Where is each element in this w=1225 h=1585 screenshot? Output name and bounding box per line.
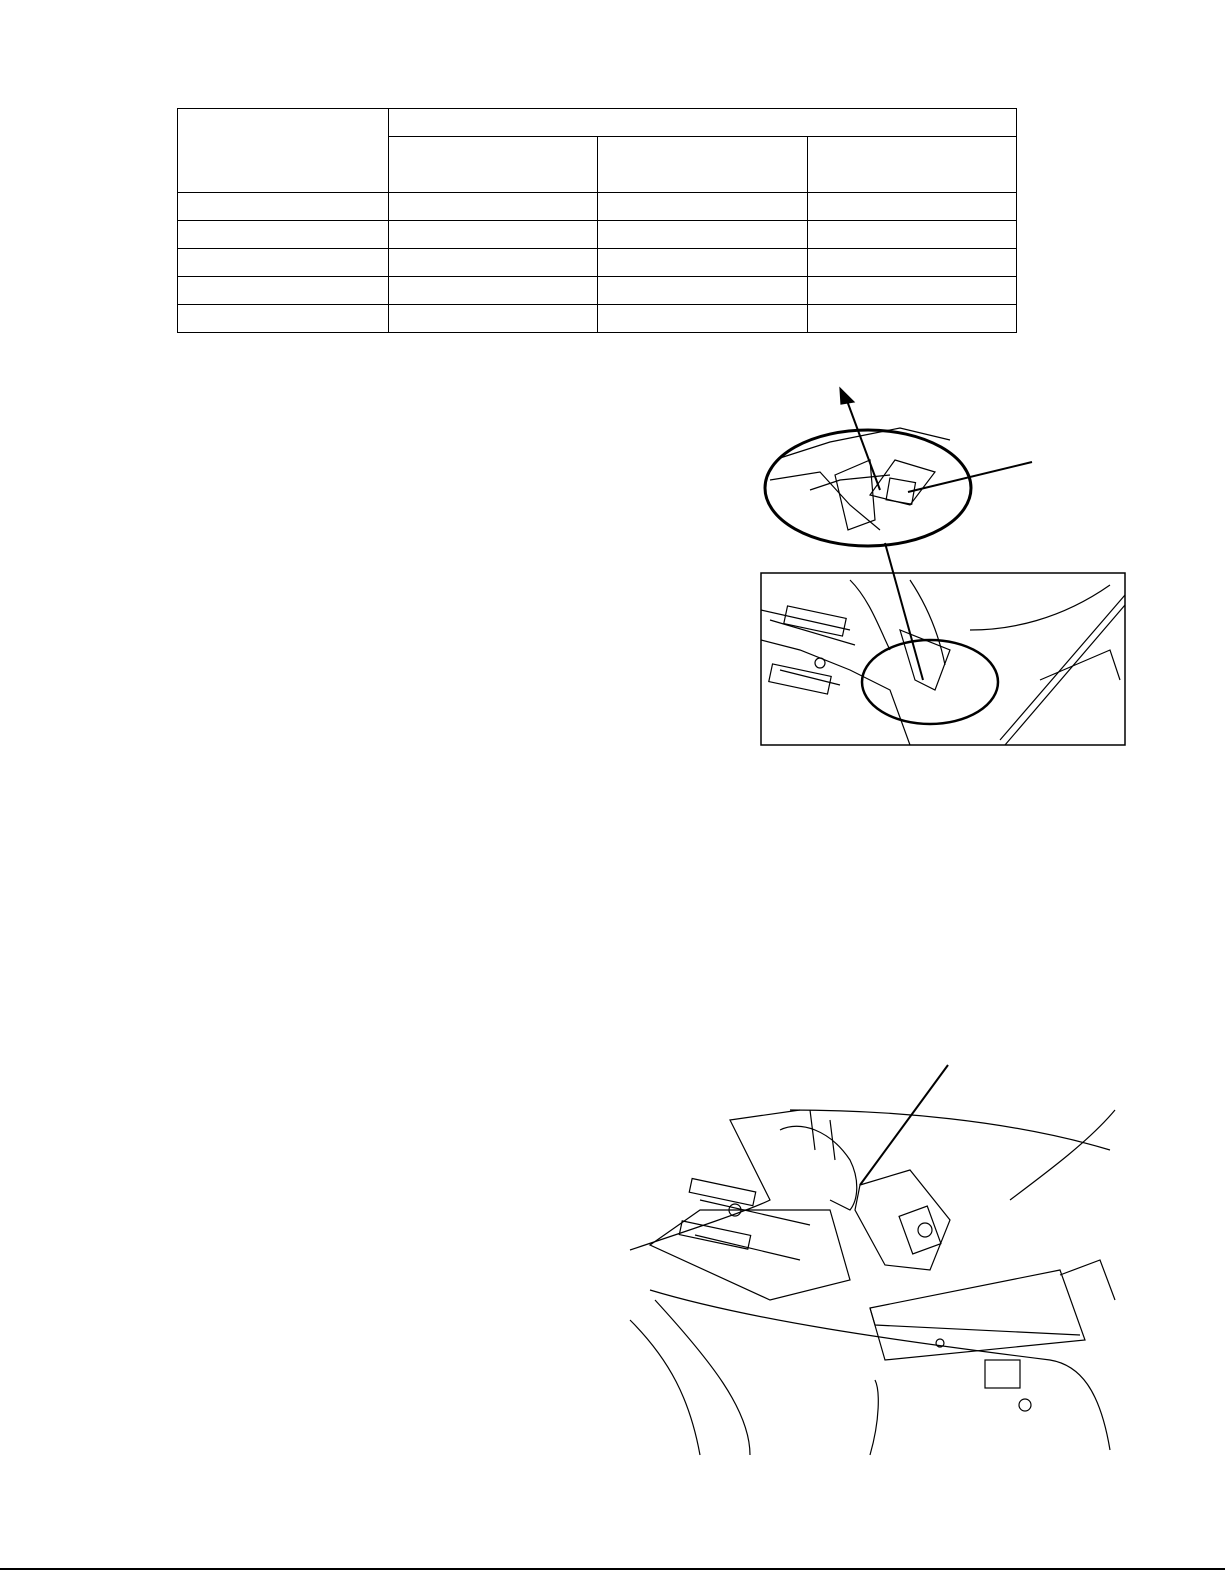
table-row xyxy=(178,249,1017,277)
table-cell xyxy=(389,193,598,221)
table-subheader-cell xyxy=(598,137,807,193)
table-cell xyxy=(598,221,807,249)
table-row xyxy=(178,221,1017,249)
table-cell xyxy=(807,249,1016,277)
table-cell xyxy=(807,277,1016,305)
table-cell xyxy=(598,249,807,277)
spec-table xyxy=(177,108,1017,333)
table-cell xyxy=(178,221,389,249)
detail-callout xyxy=(765,430,971,546)
table-cell xyxy=(178,277,389,305)
table-cell xyxy=(389,305,598,333)
table-subheader-cell xyxy=(807,137,1016,193)
figure-battery-removal xyxy=(740,380,1140,755)
table-cell xyxy=(598,277,807,305)
table-cell xyxy=(389,221,598,249)
table-subheader-cell xyxy=(389,137,598,193)
table-row xyxy=(178,277,1017,305)
table-cell xyxy=(807,221,1016,249)
table-row-header-cell xyxy=(178,109,389,193)
page-footer-rule xyxy=(0,1568,1225,1570)
table-group-header-cell xyxy=(389,109,1017,137)
table-cell xyxy=(178,249,389,277)
table-cell xyxy=(807,305,1016,333)
table-row xyxy=(178,305,1017,333)
table-cell xyxy=(389,249,598,277)
table-row xyxy=(178,193,1017,221)
table-cell xyxy=(598,305,807,333)
table-cell xyxy=(389,277,598,305)
table-cell xyxy=(807,193,1016,221)
table-cell xyxy=(178,193,389,221)
figure-battery-insertion xyxy=(630,1060,1125,1455)
table-cell xyxy=(178,305,389,333)
arrow-up-icon xyxy=(840,388,854,404)
table-cell xyxy=(598,193,807,221)
